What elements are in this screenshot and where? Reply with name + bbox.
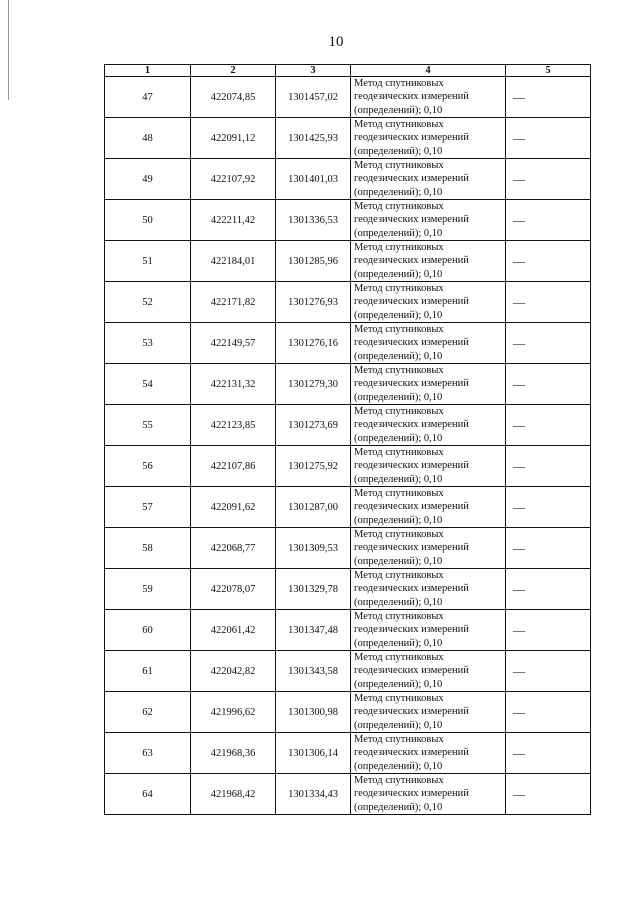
method-line-2: геодезических измерений <box>354 542 469 554</box>
method-cell <box>351 774 506 815</box>
method-line-1: Метод спутниковых <box>354 119 444 131</box>
method-line-2: геодезических измерений <box>354 706 469 718</box>
coordinate-x-cell: 421968,42 <box>191 774 276 815</box>
description-cell: — <box>506 118 591 159</box>
method-line-2: геодезических измерений <box>354 255 469 267</box>
coordinate-x-cell: 421996,62 <box>191 692 276 733</box>
table-row <box>105 487 591 528</box>
coordinate-x-cell: 422091,62 <box>191 487 276 528</box>
table-row <box>105 323 591 364</box>
point-number-cell: 62 <box>105 692 191 733</box>
method-line-2: геодезических измерений <box>354 665 469 677</box>
method-line-1: Метод спутниковых <box>354 201 444 213</box>
point-number-cell: 60 <box>105 610 191 651</box>
method-line-3: (определений); 0,10 <box>354 227 443 239</box>
coordinate-y-cell: 1301334,43 <box>276 774 351 815</box>
method-cell <box>351 405 506 446</box>
method-cell <box>351 323 506 364</box>
table-body <box>105 77 591 815</box>
method-line-3: (определений); 0,10 <box>354 145 443 157</box>
point-number-cell: 54 <box>105 364 191 405</box>
method-line-1: Метод спутниковых <box>354 365 444 377</box>
coordinate-y-cell: 1301457,02 <box>276 77 351 118</box>
table-row <box>105 446 591 487</box>
method-cell <box>351 733 506 774</box>
method-line-2: геодезических измерений <box>354 296 469 308</box>
method-cell <box>351 569 506 610</box>
header-col-3: 3 <box>276 65 351 77</box>
method-line-1: Метод спутниковых <box>354 734 444 746</box>
description-cell: — <box>506 364 591 405</box>
method-cell <box>351 528 506 569</box>
method-line-3: (определений); 0,10 <box>354 309 443 321</box>
method-line-3: (определений); 0,10 <box>354 186 443 198</box>
coordinate-x-cell: 422107,92 <box>191 159 276 200</box>
coordinate-y-cell: 1301287,00 <box>276 487 351 528</box>
coordinate-x-cell: 422149,57 <box>191 323 276 364</box>
method-line-3: (определений); 0,10 <box>354 678 443 690</box>
description-cell: — <box>506 405 591 446</box>
table-row <box>105 159 591 200</box>
method-line-1: Метод спутниковых <box>354 570 444 582</box>
method-cell <box>351 364 506 405</box>
method-line-3: (определений); 0,10 <box>354 268 443 280</box>
coordinate-y-cell: 1301343,58 <box>276 651 351 692</box>
point-number-cell: 53 <box>105 323 191 364</box>
point-number-cell: 64 <box>105 774 191 815</box>
method-cell <box>351 159 506 200</box>
method-line-2: геодезических измерений <box>354 378 469 390</box>
point-number-cell: 52 <box>105 282 191 323</box>
coordinate-y-cell: 1301276,16 <box>276 323 351 364</box>
coordinate-y-cell: 1301285,96 <box>276 241 351 282</box>
method-line-3: (определений); 0,10 <box>354 350 443 362</box>
coordinate-x-cell: 422131,32 <box>191 364 276 405</box>
table-row <box>105 200 591 241</box>
header-col-4: 4 <box>351 65 506 77</box>
method-cell <box>351 77 506 118</box>
method-cell <box>351 241 506 282</box>
method-line-1: Метод спутниковых <box>354 283 444 295</box>
table-row <box>105 528 591 569</box>
table-row <box>105 692 591 733</box>
method-cell <box>351 282 506 323</box>
header-col-5: 5 <box>506 65 591 77</box>
method-line-2: геодезических измерений <box>354 460 469 472</box>
table-row <box>105 282 591 323</box>
coordinates-table <box>104 64 591 815</box>
coordinate-y-cell: 1301425,93 <box>276 118 351 159</box>
method-line-2: геодезических измерений <box>354 747 469 759</box>
point-number-cell: 55 <box>105 405 191 446</box>
table-header <box>105 65 591 77</box>
coordinate-x-cell: 422042,82 <box>191 651 276 692</box>
coordinate-x-cell: 422123,85 <box>191 405 276 446</box>
method-line-1: Метод спутниковых <box>354 160 444 172</box>
coordinate-y-cell: 1301336,53 <box>276 200 351 241</box>
method-line-3: (определений); 0,10 <box>354 104 443 116</box>
table-row <box>105 364 591 405</box>
coordinate-x-cell: 422211,42 <box>191 200 276 241</box>
method-line-3: (определений); 0,10 <box>354 473 443 485</box>
coordinate-y-cell: 1301275,92 <box>276 446 351 487</box>
method-line-1: Метод спутниковых <box>354 652 444 664</box>
table-row <box>105 569 591 610</box>
header-col-1: 1 <box>105 65 191 77</box>
coordinate-y-cell: 1301273,69 <box>276 405 351 446</box>
coordinate-x-cell: 422068,77 <box>191 528 276 569</box>
coordinate-y-cell: 1301347,48 <box>276 610 351 651</box>
point-number-cell: 59 <box>105 569 191 610</box>
coordinate-y-cell: 1301300,98 <box>276 692 351 733</box>
description-cell: — <box>506 446 591 487</box>
coordinate-y-cell: 1301401,03 <box>276 159 351 200</box>
margin-line <box>8 0 9 100</box>
method-cell <box>351 118 506 159</box>
method-line-1: Метод спутниковых <box>354 611 444 623</box>
description-cell: — <box>506 692 591 733</box>
method-cell <box>351 651 506 692</box>
table-row <box>105 651 591 692</box>
coordinate-x-cell: 422171,82 <box>191 282 276 323</box>
method-line-1: Метод спутниковых <box>354 242 444 254</box>
description-cell: — <box>506 282 591 323</box>
method-line-2: геодезических измерений <box>354 337 469 349</box>
coordinate-y-cell: 1301306,14 <box>276 733 351 774</box>
coordinate-x-cell: 421968,36 <box>191 733 276 774</box>
point-number-cell: 63 <box>105 733 191 774</box>
method-line-3: (определений); 0,10 <box>354 555 443 567</box>
coordinate-y-cell: 1301329,78 <box>276 569 351 610</box>
description-cell: — <box>506 569 591 610</box>
method-line-2: геодезических измерений <box>354 173 469 185</box>
header-col-2: 2 <box>191 65 276 77</box>
method-line-3: (определений); 0,10 <box>354 596 443 608</box>
method-line-2: геодезических измерений <box>354 214 469 226</box>
point-number-cell: 47 <box>105 77 191 118</box>
method-line-1: Метод спутниковых <box>354 529 444 541</box>
description-cell: — <box>506 487 591 528</box>
method-cell <box>351 487 506 528</box>
coordinate-x-cell: 422061,42 <box>191 610 276 651</box>
method-line-1: Метод спутниковых <box>354 447 444 459</box>
method-line-2: геодезических измерений <box>354 501 469 513</box>
point-number-cell: 56 <box>105 446 191 487</box>
description-cell: — <box>506 77 591 118</box>
coordinate-x-cell: 422091,12 <box>191 118 276 159</box>
table-row <box>105 733 591 774</box>
description-cell: — <box>506 241 591 282</box>
page-number: 10 <box>328 34 344 50</box>
table-row <box>105 610 591 651</box>
coordinate-x-cell: 422184,01 <box>191 241 276 282</box>
method-cell <box>351 692 506 733</box>
method-cell <box>351 200 506 241</box>
method-line-2: геодезических измерений <box>354 91 469 103</box>
table-row <box>105 241 591 282</box>
point-number-cell: 58 <box>105 528 191 569</box>
header-row <box>105 65 591 77</box>
table-row <box>105 405 591 446</box>
coordinate-y-cell: 1301309,53 <box>276 528 351 569</box>
method-line-1: Метод спутниковых <box>354 78 444 90</box>
point-number-cell: 50 <box>105 200 191 241</box>
description-cell: — <box>506 159 591 200</box>
point-number-cell: 49 <box>105 159 191 200</box>
point-number-cell: 48 <box>105 118 191 159</box>
coordinate-y-cell: 1301276,93 <box>276 282 351 323</box>
method-line-3: (определений); 0,10 <box>354 719 443 731</box>
description-cell: — <box>506 528 591 569</box>
method-line-2: геодезических измерений <box>354 788 469 800</box>
method-line-3: (определений); 0,10 <box>354 432 443 444</box>
table-row <box>105 118 591 159</box>
description-cell: — <box>506 200 591 241</box>
description-cell: — <box>506 610 591 651</box>
method-line-1: Метод спутниковых <box>354 775 444 787</box>
method-line-1: Метод спутниковых <box>354 406 444 418</box>
coordinate-x-cell: 422074,85 <box>191 77 276 118</box>
coordinate-y-cell: 1301279,30 <box>276 364 351 405</box>
coordinate-x-cell: 422107,86 <box>191 446 276 487</box>
method-line-1: Метод спутниковых <box>354 488 444 500</box>
method-line-2: геодезических измерений <box>354 624 469 636</box>
description-cell: — <box>506 733 591 774</box>
coordinate-x-cell: 422078,07 <box>191 569 276 610</box>
method-line-1: Метод спутниковых <box>354 693 444 705</box>
method-line-1: Метод спутниковых <box>354 324 444 336</box>
method-line-2: геодезических измерений <box>354 419 469 431</box>
method-line-3: (определений); 0,10 <box>354 760 443 772</box>
method-cell <box>351 610 506 651</box>
method-line-3: (определений); 0,10 <box>354 391 443 403</box>
description-cell: — <box>506 651 591 692</box>
method-cell <box>351 446 506 487</box>
method-line-3: (определений); 0,10 <box>354 801 443 813</box>
description-cell: — <box>506 323 591 364</box>
table-row <box>105 77 591 118</box>
method-line-3: (определений); 0,10 <box>354 637 443 649</box>
method-line-3: (определений); 0,10 <box>354 514 443 526</box>
point-number-cell: 57 <box>105 487 191 528</box>
point-number-cell: 51 <box>105 241 191 282</box>
method-line-2: геодезических измерений <box>354 132 469 144</box>
description-cell: — <box>506 774 591 815</box>
table-row <box>105 774 591 815</box>
point-number-cell: 61 <box>105 651 191 692</box>
method-line-2: геодезических измерений <box>354 583 469 595</box>
